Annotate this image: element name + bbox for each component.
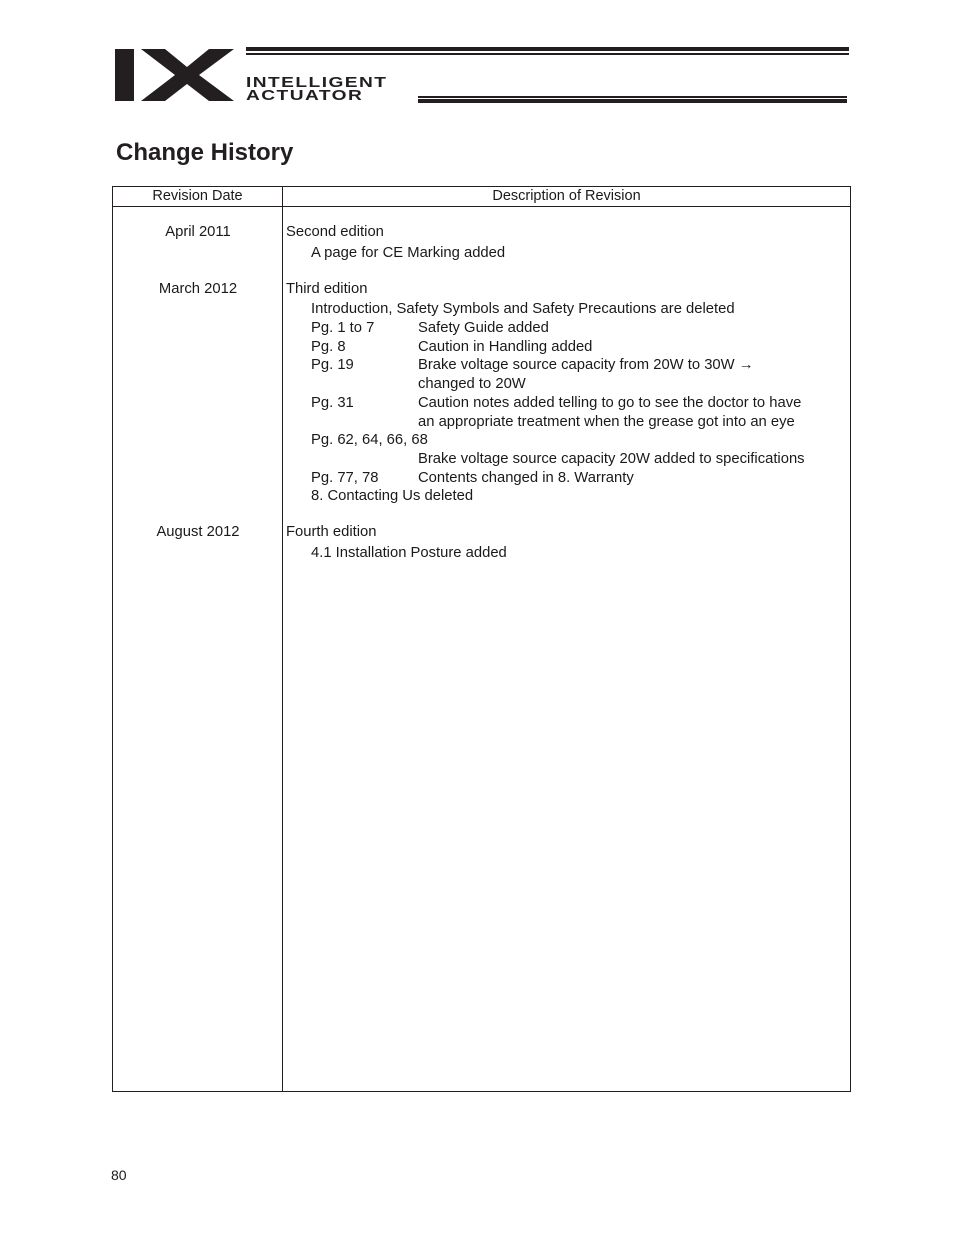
revision-page-ref: Pg. 1 to 7 xyxy=(311,320,375,336)
revision-change: Caution in Handling added xyxy=(418,339,593,355)
revision-date: August 2012 xyxy=(156,524,240,540)
header-rule-top-thick xyxy=(246,47,849,51)
page-title: Change History xyxy=(116,139,294,166)
page-header xyxy=(0,0,954,110)
revision-note: Introduction, Safety Symbols and Safety Precautions are deleted xyxy=(311,301,735,317)
column-divider xyxy=(282,187,283,1091)
revision-change: Brake voltage source capacity from 20W to 30W → xyxy=(418,357,754,373)
header-revision-date: Revision Date xyxy=(152,188,243,204)
revision-edition: Fourth edition xyxy=(286,524,377,540)
revision-page-ref: Pg. 19 xyxy=(311,357,354,373)
change-history-table xyxy=(112,186,851,1092)
revision-change: Contents changed in 8. Warranty xyxy=(418,470,634,486)
revision-change-continued: an appropriate treatment when the grease got into an eye xyxy=(418,414,795,430)
revision-change: Safety Guide added xyxy=(418,320,549,336)
logo-text-actuator: ACTUATOR xyxy=(246,88,364,104)
revision-change: Caution notes added telling to go to see the doctor to have xyxy=(418,395,802,411)
revision-page-ref: Pg. 31 xyxy=(311,395,354,411)
header-rule-bottom-thick xyxy=(418,99,847,103)
revision-note: 4.1 Installation Posture added xyxy=(311,545,507,561)
header-description: Description of Revision xyxy=(492,188,641,204)
ix-logo-icon xyxy=(113,46,235,102)
revision-page-ref: Pg. 77, 78 xyxy=(311,470,379,486)
table-header-row xyxy=(113,187,850,207)
revision-page-ref: Pg. 62, 64, 66, 68 xyxy=(311,432,428,448)
revision-page-ref: Pg. 8 xyxy=(311,339,346,355)
header-rule-bottom-thin xyxy=(418,96,847,98)
logo-text-intelligent: INTELLIGENT xyxy=(246,75,388,91)
revision-date: March 2012 xyxy=(158,281,238,297)
revision-note: 8. Contacting Us deleted xyxy=(311,488,474,504)
revision-edition: Second edition xyxy=(286,224,384,240)
revision-date: April 2011 xyxy=(165,224,231,240)
revision-change: Brake voltage source capacity 20W added to specifications xyxy=(418,451,805,467)
revision-edition: Third edition xyxy=(286,281,368,297)
revision-note: A page for CE Marking added xyxy=(311,245,506,261)
header-rule-top-thin xyxy=(246,53,849,55)
revision-change-continued: changed to 20W xyxy=(418,376,526,392)
page-number: 80 xyxy=(111,1167,127,1183)
